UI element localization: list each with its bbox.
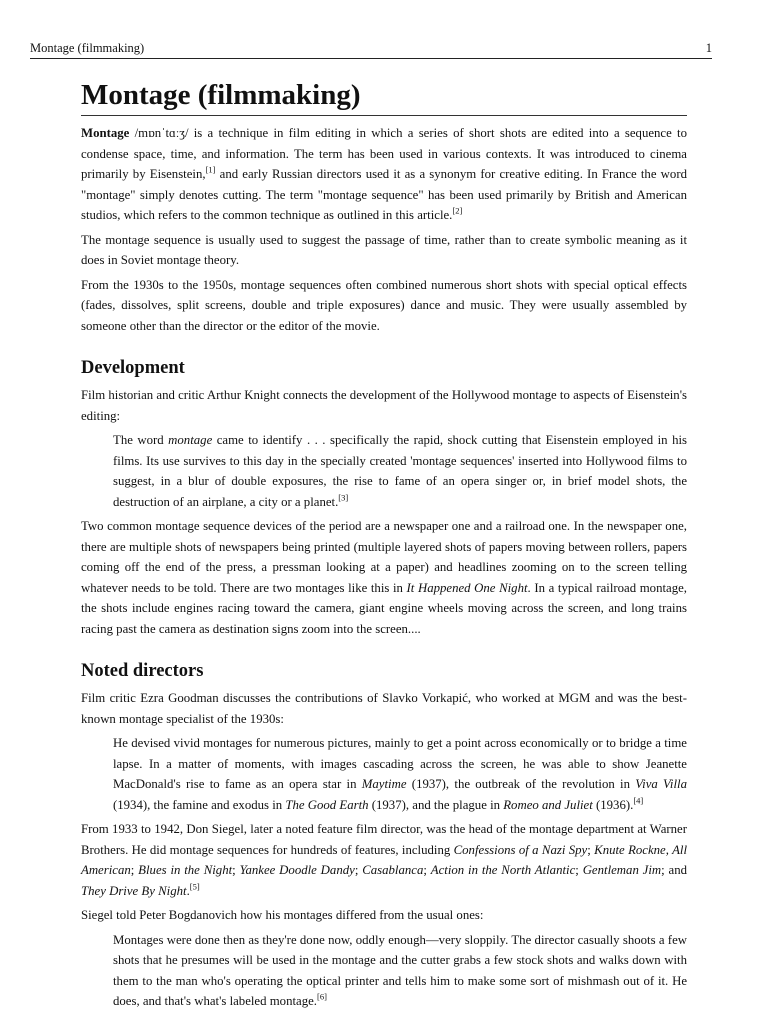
film-title: Romeo and Juliet (503, 797, 593, 812)
separator: ; and (661, 863, 688, 877)
quote-text: (1934), the famine and exodus in (113, 797, 286, 812)
film-title: It Happened One Night (406, 580, 528, 595)
heading-noted-directors: Noted directors (81, 661, 204, 681)
reference-link-1[interactable]: [1] (205, 164, 216, 175)
film-title: Knute Rockne, All American (81, 842, 687, 877)
separator: ; (423, 863, 431, 877)
quote-text: (1937), and the plague in (368, 797, 504, 812)
running-header-title: Montage (filmmaking) (30, 41, 145, 55)
film-title: Gentleman Jim (582, 863, 662, 877)
separator: ; (232, 863, 240, 877)
separator: ; (587, 842, 595, 857)
reference-link-3[interactable]: [3] (338, 492, 349, 503)
intro-text-1: is a technique in film editing in which a series of short shots are edited into a sequence to condense space, time, and information. The term has been used in various contexts. It was introduced to cinema primarily by Eisenstein, (81, 126, 687, 181)
reference-link-4[interactable]: [4] (633, 795, 644, 806)
paragraph-newspaper-railroad (81, 516, 687, 639)
film-title: Yankee Doodle Dandy (239, 863, 355, 877)
intro-term: Montage (81, 126, 130, 140)
article-body (81, 76, 687, 1012)
paragraph-ezra-goodman: Film critic Ezra Goodman discusses the contributions of Slavko Vorkapić, who worked at MGM and was the best-known montage specialist of the 1930s: (81, 691, 687, 726)
quote-siegel (81, 930, 687, 1012)
film-title: Blues in the Night (138, 863, 233, 877)
reference-link-6[interactable]: [6] (316, 991, 327, 1002)
film-title: Casablanca (362, 863, 424, 877)
paragraph-arthur-knight: Film historian and critic Arthur Knight connects the development of the Hollywood montage to aspects of Eisenstein's editing: (81, 388, 687, 423)
quote-text: He devised vivid montages for numerous pictures, mainly to get a point across economically or to bridge a time lapse. In a matter of moments, with images cascading across the screen, he was able to show Jeanette MacDonald's rise to fame as an opera star in (113, 736, 687, 791)
film-title: The Good Earth (285, 797, 369, 812)
quote-text: The word (113, 433, 169, 447)
paragraph-text: . In a typical railroad montage, the shots include engines racing toward the camera, giant engine wheels moving across the screen, and long trains racing past the camera as destination signs zoom into the screen.... (81, 580, 687, 636)
paragraph-bogdanovich: Siegel told Peter Bogdanovich how his montages differed from the usual ones: (81, 908, 484, 922)
reference-link-5[interactable]: [5] (189, 881, 200, 892)
quote-text: (1936). (592, 797, 634, 812)
page-number: 1 (705, 41, 712, 55)
separator: ; (354, 863, 363, 877)
heading-development: Development (81, 358, 185, 378)
film-title: Confessions of a Nazi Spy (453, 842, 588, 857)
intro-paragraph (81, 123, 687, 226)
quote-knight (81, 430, 687, 512)
quote-text: came to identify . . . specifically the rapid, shock cutting that Eisenstein employed in his films. Its use survives to this day in the specially created 'montage sequences' inserted into Hollywood films to suggest, in a blur of double exposures, the rise to fame of an opera singer or, in brief model shots, the destruction of an airplane, a city or a planet. (113, 433, 687, 509)
film-title: Action in the North Atlantic (430, 863, 576, 877)
paragraph-1930s-1950s: From the 1930s to the 1950s, montage sequences often combined numerous short shots with special optical effects (fades, dissolves, split screens, double and triple exposures) dance and music. They were usually assembled by someone other than the director or the editor of the movie. (81, 277, 687, 333)
quote-text: Montages were done then as they're done now, oddly enough—very sloppily. The director casually shoots a few shots that he presumes will be used in the montage and the cutter grabs a few stock shots and walks down with them to the man who's operating the optical printer and tells him to make some sort of mishmash out of it. He does, and that's what's labeled montage. (113, 932, 687, 1008)
separator: ; (130, 863, 139, 877)
separator: ; (575, 863, 583, 877)
film-title: They Drive By Night (81, 883, 187, 898)
quote-italic-montage: montage (168, 433, 213, 447)
film-title: Maytime (361, 777, 407, 791)
separator: . (186, 883, 190, 898)
quote-vorkapic (81, 733, 687, 815)
intro-text-2: and early Russian directors used it as a synonym for creative editing. In France the word "montage" simply denotes cutting. The term "montage sequence" has been used primarily by British and American studios, which refers to the common technique as outlined in this article. (81, 167, 687, 222)
reference-link-2[interactable]: [2] (452, 205, 463, 216)
paragraph-text: Two common montage sequence devices of the period are a newspaper one and a railroad one. In the newspaper one, there are multiple shots of newspapers being printed (multiple layered shots of papers moving between rollers, papers coming off the end of the press, a pressman looking at a paper) and headlines zooming on to the screen telling whatever needs to be told. There are two montages like this in (81, 519, 687, 595)
paragraph-passage-of-time: The montage sequence is usually used to suggest the passage of time, rather than to create symbolic meaning as it does in Soviet montage theory. (81, 232, 687, 267)
quote-text: (1937), the outbreak of the revolution in (406, 777, 636, 791)
running-header (30, 38, 712, 59)
intro-pronunciation: /mɒnˈtɑːʒ/ (129, 126, 189, 140)
paragraph-don-siegel (81, 819, 687, 901)
paragraph-text: From 1933 to 1942, Don Siegel, later a noted feature film director, was the head of the montage department at Warner Brothers. He did montage sequences for hundreds of features, including (81, 822, 687, 857)
article-title: Montage (filmmaking) (81, 76, 687, 116)
film-title: Viva Villa (635, 777, 687, 791)
